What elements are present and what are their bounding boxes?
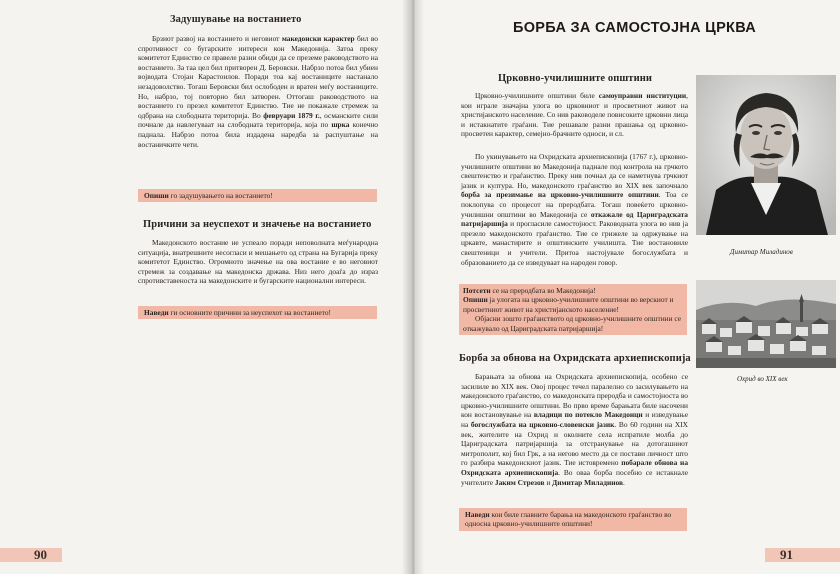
- bold-term: побарале обнова на Охридската архиепископија: [461, 458, 689, 477]
- text-run: , кои играле значајна улога во црковниот и просветниот живот на христијанското население. Со нив раководеле повисоките црковни лица и истакнатите граѓани. Тие решавале разни прашања од црковно-просветен карактер, семејно-брачните односи, и сл.: [461, 91, 688, 139]
- right-page: [413, 0, 840, 574]
- portrait-drawing: [696, 75, 836, 235]
- question-box-municipalities: [459, 284, 687, 335]
- text-run: . Во 60 години на XIX век, жителите на Охрид и околните села испратиле молба до Цариградската патријаршија за отстранување на дотогашниот митрополит, кој бил Грк, а на негово место да се постави личност што го разбира македонскиот јазик. Тие истовремено: [461, 419, 688, 468]
- text-run: . Тоа се поклопува со процесот на преродбата. Тогаш повеќето црковно-училишни општини во Македонија се: [461, 190, 688, 219]
- bold-term: Димитар Миладинов: [552, 477, 623, 487]
- question-rest: го задушувањето на востанието!: [168, 191, 273, 200]
- text-run: конечно паднала. Набрзо потоа била издадена наредба за распуштање на востаничките чети.: [138, 120, 378, 149]
- page-number-left: 90: [34, 547, 47, 562]
- text-run: .: [622, 477, 625, 487]
- text-run: бил во спротивност со бугарските интереси кон Македонија. Затоа преку комитетот Единство се правеле разни обиди да се преземе раководството на востанието. За таа цел бил притворен Д. Беровски. Набрзо потоа бил убиен војводата Стојан Карастоилов. Поради тоа кај востаниците настанало незадоволство. Тогаш Беровски бил ослободен и вратен меѓу востаниците. Но, набрзо, тој повторно бил затворен. Оттогаш раководството на востанието го презел комитетот Единство. Тие не покажале стремеж за одбрана на слободната територија. Во: [138, 34, 378, 120]
- ohrid-town-photo: [696, 280, 836, 368]
- question-verb: Наведи: [144, 308, 169, 317]
- bold-term: самоуправни институции: [598, 91, 687, 100]
- question-box-archbishopric: [459, 508, 687, 531]
- page-number-bar: [0, 548, 62, 562]
- bold-term: шрка: [331, 120, 350, 130]
- bold-term: владици по потекло Македонци: [533, 410, 643, 420]
- bold-term: богослужбата на црковно-словенски јазик: [470, 419, 615, 429]
- causes-paragraph: Македонското востание не успеало поради неповолната меѓународна ситуација, внатрешните несогласи и мешањето од страна на Бугарија преку комитетот Единство. Огромното значење на ова востание е во неговиот стремеж за создавање на македонска држава. Низ него доаѓа до израз спротивставеноста на македонските и бугарските национални интереси.: [138, 238, 378, 286]
- question-verb: Опиши: [463, 295, 488, 305]
- text-run: и: [544, 477, 553, 487]
- question-verb: Опиши: [144, 191, 169, 200]
- question-line: [463, 295, 683, 314]
- bold-term: македонски карактер: [281, 34, 355, 43]
- ohrid-drawing: [696, 280, 836, 368]
- text-run: Барањата за обнова на Охридската архиепископија, особено се засилиле во XIX век. Овој процес течел паралелно со засилувањето на македонското граѓанство, со македонската преродба и самостојноста во црковно-училишните општини. Во прво време барањата биле насочени кон востановување на: [461, 372, 688, 420]
- portrait-dimitar-miladinov: [696, 75, 836, 235]
- text-run: Брзиот развој на востанието и неговиот: [152, 34, 282, 43]
- question-rest: Објасни зошто граѓанството од црковно-училишните општини се откажувало од Цариградската патријаршија!: [463, 314, 682, 333]
- text-run: и изведување на: [461, 410, 688, 429]
- portrait-caption: Димитар Миладинов: [730, 248, 793, 256]
- question-rest: кои биле главните барања на македонското граѓанство во односна црковно-училишните општини!: [465, 510, 672, 529]
- bold-term: февруари 1879 г.: [263, 110, 320, 120]
- question-rest: ја улогата на црковно-училишните општини во верскиот и просветниот живот на христијанското население!: [463, 295, 674, 314]
- section-title-church-school-municipalities: Црковно-училишните општини: [498, 73, 653, 84]
- text-run: , османските сили почнале да навлегуваат на слободната територија, која по: [138, 110, 379, 130]
- municipalities-paragraph-2: [461, 152, 688, 267]
- question-rest: ги основните причини за неуспехот на востанието!: [168, 308, 331, 317]
- question-box-causes: [138, 306, 377, 319]
- text-run: Црковно-училишните општини биле: [475, 91, 599, 100]
- question-line: [463, 314, 683, 333]
- section-title-causes: Причини за неуспехот и значење на востанието: [143, 219, 372, 230]
- bold-term: откажале од Цариградската патријаршија: [461, 209, 688, 229]
- text-run: и прогласиле самостојност. Раководната улога во нив ја презело македонското граѓанство. Тие се грижеле за одржување на цркавте, манастирите и општинските училишта. Тие востановиле свештеници и учители. Притоа настојувале богослужбата и образованието да се изведуваат на народен говор.: [461, 219, 688, 267]
- section-title-suppression: Задушување на востанието: [170, 14, 302, 25]
- archbishopric-paragraph: [461, 372, 688, 487]
- page-number-bar: [765, 548, 840, 562]
- bold-term: Јаким Стрезов: [494, 477, 545, 487]
- text-run: По укинувањето на Охридската архиепископија (1767 г.), црковно-училишните општини во Македонија паднале под контрола на грчкото свештенство и граѓанство. Преку нив почнал да се наметнува грчкиот јазик и култура. Но, македонското граѓанство во XIX век започнало: [461, 152, 688, 190]
- question-box-suppression: [138, 189, 377, 202]
- municipalities-paragraph-1: [461, 91, 688, 139]
- suppression-paragraph: [138, 34, 378, 149]
- bold-term: борба за презимање на црковно-училишните општини: [461, 190, 659, 200]
- town-caption: Охрид во XIX век: [737, 375, 788, 383]
- question-verb: Потсети: [463, 286, 491, 295]
- chapter-title: БОРБА ЗА САМОСТОЈНА ЦРКВА: [513, 20, 757, 36]
- question-line: [463, 286, 683, 295]
- text-run: . Во оваа борба посебно се истакнале учителите: [461, 467, 688, 487]
- section-title-archbishopric: Борба за обнова на Охридската архиепископија: [459, 353, 691, 364]
- question-verb: Наведи: [465, 510, 490, 519]
- question-rest: се на преродбата во Македонија!: [490, 286, 596, 295]
- page-number-right: 91: [780, 547, 793, 562]
- left-page: [0, 0, 413, 574]
